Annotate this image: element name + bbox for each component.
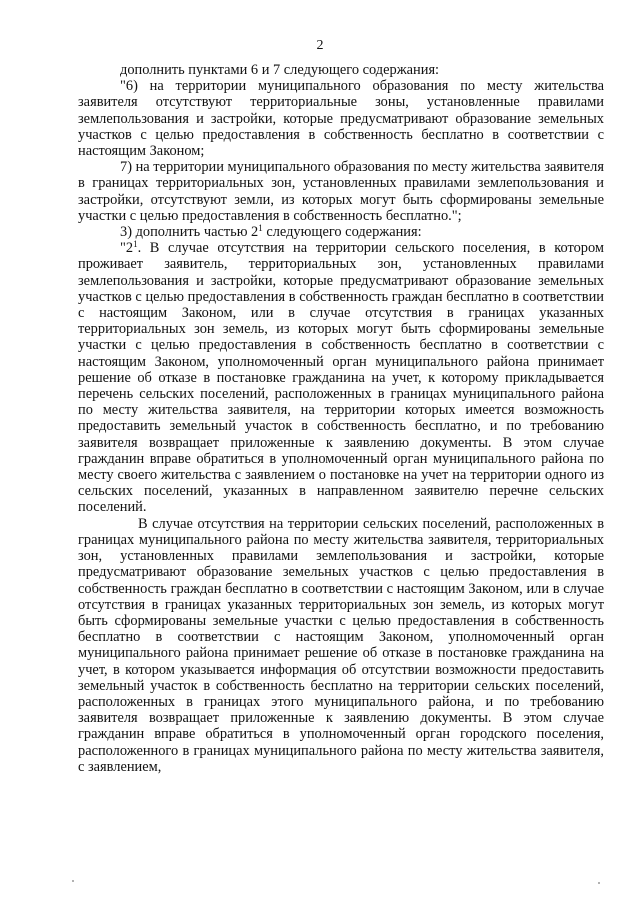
scan-dot-left <box>72 880 74 882</box>
item-7-paragraph: 7) на территории муниципального образования по месту жительства заявителя в границах территориальных зон, установленных правилами землепользования и застройки, отсутствуют земли, из которых могут быть сформированы земельные участки с целью предоставления в собственность бесплатно."; <box>78 159 604 224</box>
part-2-1-superscript: 1 <box>133 239 138 250</box>
part-2-1-paragraph <box>78 240 604 515</box>
part-2-1-body: . В случае отсутствия на территории сельского поселения, в котором проживает заявитель, территориальных зон, установленных правилами землепользования и застройки, которые предусматривают образование земельных участков с целью предоставления в собственность граждан бесплатно в соответствии с настоящим Законом, или в случае отсутствия в границах указанных территориальных зон земель, из которых могут быть сформированы земельные участки с целью предоставления в собственность бесплатно в соответствии с настоящим Законом, уполномоченный орган муниципального района принимает решение об отказе в постановке гражданина на учет, к которому прикладывается перечень сельских поселений, расположенных в границах муниципального района по месту жительства заявителя, на территории которых имеется возможность предоставить земельный участок в собственность бесплатно, и по требованию заявителя возвращает приложенные к заявлению документы. В этом случае гражданин вправе обратиться в уполномоченный орган муниципального района по месту своего жительства с заявлением о постановке на учет на территории одного из сельских поселений, указанных в направленном заявителю перечне сельских поселений. <box>78 240 604 516</box>
intro-paragraph: дополнить пунктами 6 и 7 следующего содержания: <box>120 62 440 78</box>
part-2-1-prefix: "2 <box>120 240 134 257</box>
rural-settlements-paragraph: В случае отсутствия на территории сельских поселений, расположенных в границах муниципального района по месту жительства заявителя, территориальных зон, установленных правилами землепользования и застройки, которые предусматривают образование земельных участков с целью предоставления в собственность граждан бесплатно в соответствии с настоящим Законом, или в случае отсутствия в границах указанных территориальных зон земель, из которых могут быть сформированы земельные участки с целью предоставления в собственность бесплатно в соответствии с настоящим Законом, уполномоченный орган муниципального района принимает решение об отказе в постановке гражданина на учет, в котором указывается информация об отсутствии возможности предоставить земельный участок в собственность бесплатно на территории сельских поселений, расположенных в границах этого муниципального района, и по требованию заявителя возвращает приложенные к заявлению документы. В этом случае гражданин вправе обратиться в уполномоченный орган городского поселения, расположенного в границах муниципального района по месту жительства заявителя, с заявлением, <box>78 515 604 775</box>
page-number: 2 <box>316 38 324 53</box>
scan-dot-right <box>598 882 600 884</box>
item-3-suffix: следующего содержания: <box>262 224 422 241</box>
item-3-superscript: 1 <box>258 223 263 234</box>
item-6-paragraph: "6) на территории муниципального образования по месту жительства заявителя отсутствуют территориальные зоны, установленные правилами землепользования и застройки, которые предусматривают образование земельных участков с целью предоставления в собственность бесплатно в соответствии с настоящим Законом; <box>78 78 604 160</box>
item-3-prefix: 3) дополнить частью 2 <box>120 224 259 241</box>
item-3-paragraph <box>78 224 604 240</box>
document-body <box>78 62 604 775</box>
